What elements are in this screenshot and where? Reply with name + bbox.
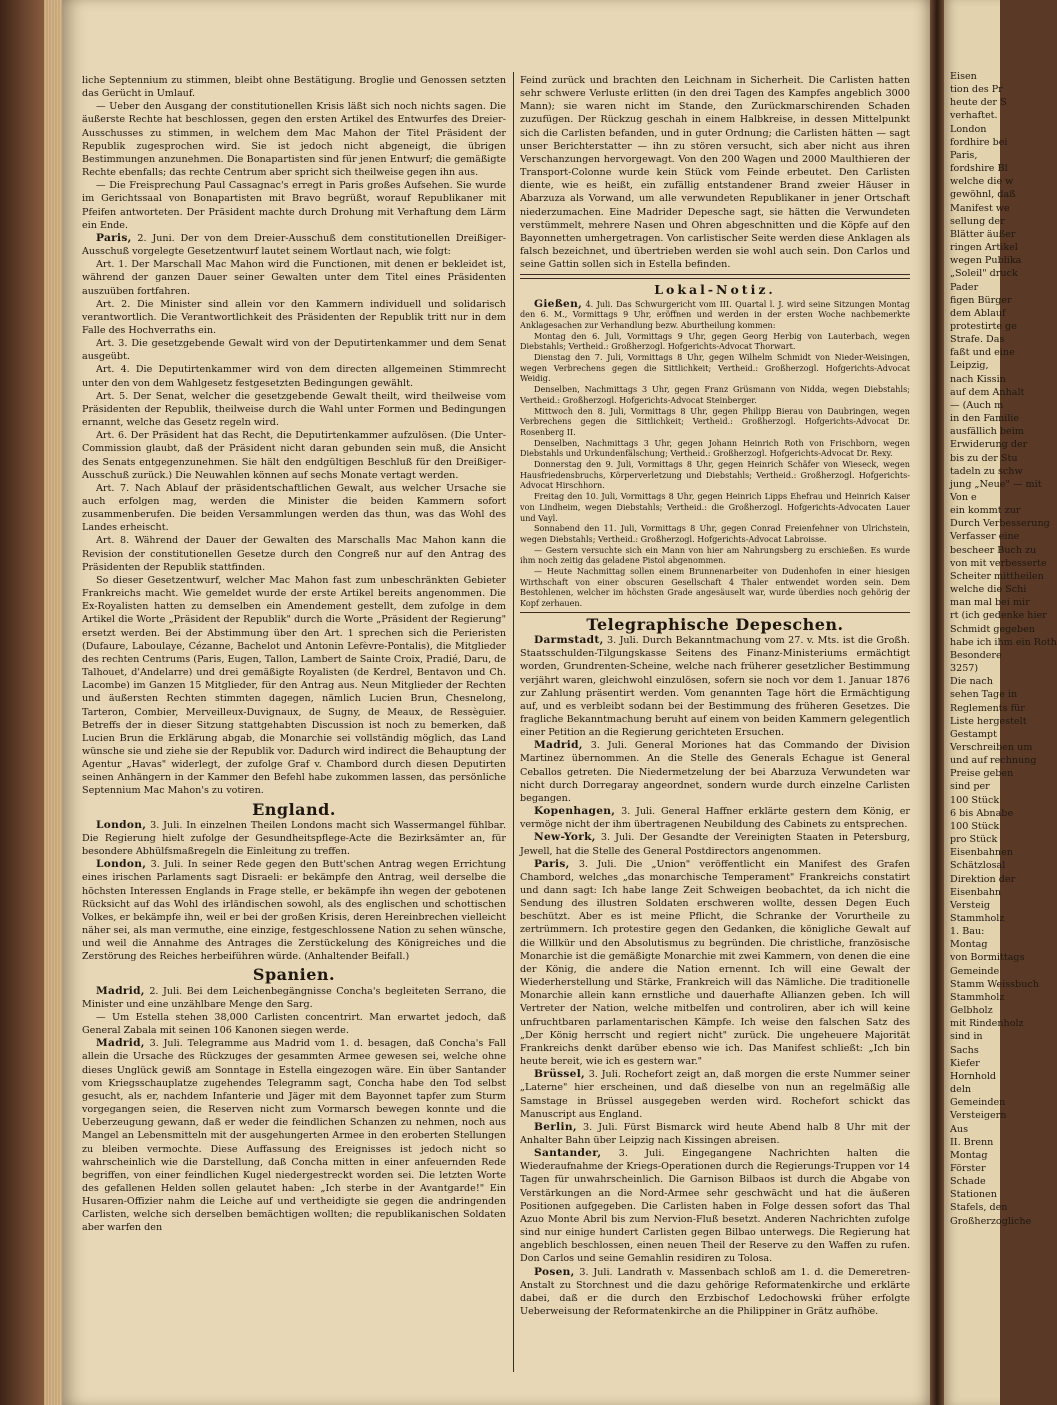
next-page-line: in den Familie: [950, 413, 1020, 425]
news-item-madrid: [82, 1037, 506, 1234]
next-page-line: Gestampt: [950, 728, 997, 740]
next-page-line: Von e: [950, 492, 977, 503]
dateline-place: Darmstadt,: [534, 634, 604, 647]
article-2: Art. 2. Die Minister sind allein vor den Kammern individuell und solidarisch verantwortlich. Die Verantwortlichkeit des Präsidenten der Republik tritt nur in dem Falle des Hochverraths ein.: [82, 298, 506, 336]
dateline-place: Posen,: [534, 1265, 575, 1278]
next-page-line: „Soleil" druck: [950, 268, 1018, 280]
next-page-line: Gelbholz: [950, 1005, 993, 1017]
dateline-place: Madrid,: [96, 984, 145, 997]
section-heading-lokal: Lokal-Notiz.: [654, 282, 776, 298]
next-page-line: sellung der: [950, 215, 1005, 227]
dateline-place: Gießen,: [534, 297, 583, 310]
next-page-line: Schade: [950, 1176, 986, 1188]
schedule-entry: Freitag den 10. Juli, Vormittags 8 Uhr, gegen Heinrich Lipps Ehefrau und Heinrich Kaiser von Lindheim, wegen Diebstahls; Vertheid.: die Großherzogl. Hofgerichts-Advocaten Lauer und Vayl.: [520, 491, 910, 523]
next-page-line: bis zu der Stu: [950, 452, 1018, 464]
dateline-place: Madrid,: [96, 1037, 145, 1050]
news-text: 3. Juli. In einzelnen Theilen Londons macht sich Wassermangel fühlbar. Die Regierung hielt zufolge der Gesundheitspflege-Acte die Bezirksämter an, für besondere Abhülfsmaßregeln die Einleitung zu treffen.: [82, 819, 506, 858]
next-page-line: Reglements für: [950, 702, 1025, 714]
section-heading-spanien: Spanien.: [252, 965, 336, 985]
article-3: Art. 3. Die gesetzgebende Gewalt wird von der Deputirtenkammer und dem Senat ausgeübt.: [82, 338, 506, 363]
next-page-line: Manifest we: [950, 202, 1010, 214]
next-page-line: Stammholz: [950, 991, 1005, 1003]
schedule-entry: Montag den 6. Juli, Vormittags 9 Uhr, gegen Georg Herbig von Lauterbach, wegen Diebstahls; Vertheid.: Großherzogl. Hofgerichts-Advocat Thorwart.: [520, 330, 910, 352]
next-page-line: Förster: [950, 1162, 986, 1174]
next-page-line: Strafe. Das: [950, 334, 1005, 346]
next-page-line: sehen Tage in: [950, 689, 1018, 701]
column-divider: [513, 72, 514, 1372]
next-page-line: 3257): [950, 663, 979, 675]
article-8: Art. 8. Während der Dauer der Gewalten des Marschalls Mac Mahon kann die Revision der constitutionellen Gesetze durch den Congreß nur auf den Antrag des Präsidenten der Republik stattfinden.: [82, 535, 506, 573]
next-page-line: Scheiter mittheilen: [950, 570, 1044, 582]
next-page-line: pro Stück: [950, 834, 998, 846]
right-column: [520, 74, 910, 1318]
next-page-line: 100 Stück: [950, 820, 1000, 832]
section-heading-england: England.: [252, 799, 336, 819]
news-item-darmstadt: [520, 634, 910, 739]
next-page-line: Aus: [950, 1123, 969, 1135]
next-page-line: London: [950, 123, 987, 135]
dateline-place: Santander,: [534, 1147, 602, 1160]
paragraph: — Um Estella stehen 38,000 Carlisten concentrirt. Man erwartet jedoch, daß General Zabala mit seinen 106 Kanonen siegen werde.: [82, 1011, 506, 1037]
paragraph: — Ueber den Ausgang der constitutionellen Krisis läßt sich noch nichts sagen. Die äußerste Rechte hat beschlossen, gegen den ersten Artikel des Entwurfes des Dreier-Ausschusses zu stimmen, in welchem dem Mac Mahon der Titel Präsident der Republik zugesprochen wird. Sie ist jedoch nicht abgeneigt, die übrigen Bestimmungen anzunehmen. Die Bonapartisten sind für jenen Entwurf; die gemäßigte Rechte ebenfalls; das rechte Centrum aber spricht sich theilweise gegen ihn aus.: [82, 101, 506, 179]
next-page-line: Erwiderung der: [950, 439, 1028, 451]
next-page-line: Versteig: [950, 899, 990, 911]
next-page-line: Kiefer: [950, 1057, 980, 1069]
next-page-line: Gemeinden: [950, 1097, 1006, 1109]
next-page-line: ein kommt zur: [950, 505, 1021, 517]
news-text: 3. Juli. General Moriones hat das Commando der Division Martinez übernommen. An die Stelle des Generals Echague ist General Ceballos getreten. Die Niedermetzelung der bei Abarzuza Verwundeten war nicht durch Dorregaray angeordnet, sondern wurde durch einzelne Carlisten begangen.: [520, 740, 910, 804]
next-page-line: Pader: [950, 281, 979, 293]
next-page-line: ringen Artikel: [950, 242, 1018, 254]
news-item-kopenhagen: [520, 805, 910, 831]
next-page-line: Durch Verbesserung: [950, 518, 1050, 530]
next-page-line: Stationen: [950, 1189, 997, 1201]
next-page-line: — (Auch m: [950, 399, 1004, 411]
news-item-posen: [520, 1266, 910, 1319]
left-column: [82, 74, 506, 1235]
article-5: Art. 5. Der Senat, welcher die gesetzgebende Gewalt theilt, wird theilweise vom Präsidenten der Republik, theilweise durch die Wahl unter Formen und Bedingungen ernannt, welche das Gesetz regeln wird.: [82, 390, 506, 429]
news-item-madrid: [520, 739, 910, 805]
article-6: Art. 6. Der Präsident hat das Recht, die Deputirtenkammer aufzulösen. (Die Unter-Commission glaubt, daß der Präsident nicht daran gebunden sein muß, die Ansicht des Senats entgegenzunehmen. Sie hält den endgültigen Beschluß für den Dreißiger-Ausschuß zurück.) Die Neuwahlen können auf sechs Monate vertagt werden.: [82, 430, 506, 481]
next-page-line: Verfasser eine: [950, 531, 1020, 543]
next-page-line: II. Brenn: [950, 1136, 994, 1148]
dateline-place: Paris,: [534, 857, 570, 870]
news-text: 3. Juli. Telegramme aus Madrid vom 1. d. besagen, daß Concha's Fall allein die Ursache des Rückzuges der gesammten Armee gewesen sei, welche ohne dieses Unglück gewiß am Sonntage in Estella eingezogen wäre. Ein über Santander vom Kriegsschauplatze zugehendes Telegramm sagt, Concha habe den Tod selbst gesucht, als er, nachdem Infanterie und Jäger mit dem Bayonnet tapfer zum Sturm vorgegangen seien, die Reserven nicht zum Vormarsch bewegen konnte und die Ueberzeugung gewann, daß er weder die feindlichen Schanzen zu nehmen, noch aus Mangel an Lebensmitteln mit der ausgehungerten Armee in den eroberten Stellungen zu bleiben vermochte. Diese Auffassung des Ereignisses ist jedoch nicht so wahrscheinlich wie die Darstellung, daß Concha mitten in einer anfeuernden Rede begriffen, von einer feindlichen Kugel niedergestreckt worden sei. Die letzten Worte des gefallenen Helden sollen gelautet haben: „Ich sterbe in der Avantgarde!" Ein Husaren-Offizier nahm die Leiche auf und vertheidigte sie gegen die andringenden Carlisten, welche sich derselben bemächtigen wollten; die republikanischen Soldaten aber warfen den: [82, 1038, 506, 1234]
next-page-line: Gemeinde: [950, 965, 1000, 977]
next-page-line: Paris,: [950, 149, 978, 161]
next-page-line: fordhire bei: [950, 136, 1008, 148]
local-note: — Gestern versuchte sich ein Mann von hier am Nahrungsberg zu erschießen. Es wurde ihm noch zeitig das geladene Pistol abgenommen.: [520, 544, 910, 566]
next-page-line: welche die w: [950, 176, 1014, 188]
news-text: 3. Juli. Landrath v. Massenbach schloß am 1. d. die Demeretren-Anstalt zu Storchnest und die dazu gehörige Reformatenkirche und erklärte dabei, daß er die durch den Erzbischof Ledochowski früher erfolgte Ueberweisung der Reformatenkirche an die Philippiner in Grätz aufhöbe.: [520, 1266, 910, 1318]
news-item-paris: [520, 858, 910, 1069]
schedule-entry: Donnerstag den 9. Juli, Vormittags 8 Uhr, gegen Heinrich Schäfer von Wieseck, wegen Hausfriedensbruchs, Körperverletzung und Diebstahls; Vertheid.: Großherzogl. Hofgerichts-Advocat Hirschhorn.: [520, 459, 910, 491]
next-page-line: Stammholz: [950, 913, 1005, 924]
next-page-line: Direktion der: [950, 873, 1016, 885]
next-page-line: von Bormittags: [950, 952, 1025, 964]
next-page-line: 100 Stück: [950, 794, 1000, 806]
news-text: 3. Juli. General Haffner erklärte gestern dem König, er vermöge nicht der ihm übertragenen Neubildung des Cabinets zu entsprechen.: [520, 806, 910, 831]
schedule-entry: Denselben, Nachmittags 3 Uhr, gegen Johann Heinrich Roth von Frischborn, wegen Diebstahls und Urkundenfälschung; Vertheid.: Großherzogl. Hofgerichts-Advocat Dr. Rexy.: [520, 437, 910, 459]
next-page-line: habe ich ihm ein Roth: [950, 636, 1057, 648]
schedule-entry: Denselben, Nachmittags 3 Uhr, gegen Franz Grüsmann von Nidda, wegen Diebstahls; Vertheid.: Großherzogl. Hofgerichts-Advocat Steinberger.: [520, 384, 910, 405]
local-note: — Heute Nachmittag sollen einem Brunnenarbeiter von Dudenhofen in einer hiesigen Wirthschaft von einer obscuren Gesellschaft 4 Thaler entwendet worden sein. Dem Bestohlenen, welcher im höchsten Grade angesäuselt war, wurde überdies noch gehörig der Kopf zerhauen.: [520, 566, 910, 609]
next-page-line: fordshire Bl: [950, 163, 1008, 175]
news-item-berlin: [520, 1121, 910, 1147]
next-page-line: Stafels, den: [950, 1202, 1008, 1214]
news-text: 3. Juli. Rochefort zeigt an, daß morgen die erste Nummer seiner „Laterne" hier erscheinen, und daß dieselbe von nun an regelmäßig alle Samstage in Brüssel ausgegeben werden wird. Rochefort schickt das Manuscript aus England.: [520, 1069, 910, 1120]
next-page-lines: [944, 0, 1057, 1228]
dateline-place: Berlin,: [534, 1120, 577, 1133]
next-page-line: und auf rechnung: [950, 755, 1037, 767]
next-page-line: faßt und eine: [950, 347, 1015, 359]
next-page-line: Die nach: [950, 676, 993, 688]
paragraph: liche Septennium zu stimmen, bleibt ohne Bestätigung. Broglie und Genossen setzten das Gerücht in Umlauf.: [82, 75, 506, 100]
dateline-place: Madrid,: [534, 739, 583, 752]
news-item-bruessel: [520, 1068, 910, 1121]
next-page-line: Leipzig,: [950, 360, 989, 372]
next-page-line: nach Kissin: [950, 373, 1006, 385]
next-page-line: welche die Schi: [950, 584, 1027, 596]
dateline-place: New-York,: [534, 831, 596, 844]
next-page-line: Eisen: [950, 71, 977, 82]
schedule-entry: Sonnabend den 11. Juli, Vormittags 8 Uhr, gegen Conrad Freienfehner von Ulrichstein, wegen Diebstahls; Vertheid.: Großherzogl. Hofgerichts-Advocat Labroisse.: [520, 523, 910, 544]
next-page-line: 1. Bau:: [950, 926, 985, 938]
section-rule: [520, 274, 910, 279]
news-text: 4. Juli. Das Schwurgericht vom III. Quartal l. J. wird seine Sitzungen Montag den 6. M., Vormittags 9 Uhr, eröffnen und werden in der ersten Woche nachbemerkte Anklagesachen zur Verhandlung bezw. Aburtheilung kommen:: [520, 298, 910, 330]
paragraph: So dieser Gesetzentwurf, welcher Mac Mahon fast zum unbeschränkten Gebieter Frankreichs macht. Wie gemeldet wurde der erste Artikel bereits angenommen. Die Ex-Royalisten hatten zu demselben ein Amendement gestellt, dem zufolge in dem Artikel die Worte „Präsident der Republik" durch die Worte „Präsident der Regierung" ersetzt werden. Bei der Abstimmung über den Art. 1 sprechen sich die Perieristen (Dufaure, Laboulaye, Cézanne, Bachelot und Antonin Lefèvre-Pontalis), die Mitglieder des rechten Centrums (Paris, Eugen, Tallon, Lambert de Sainte Croix, Pradié, Daru, de Talhouet, d'Andelarre) und drei gemäßigte Royalisten (de Kerdrel, Bentavon und Ch. Lacombe) im Ganzen 15 Mitglieder, für den Antrag aus. Neun Mitglieder der Rechten und äußersten Rechten stimmten dagegen, nämlich Lucien Brun, Chesnelong, Tarteron, Combier, Merveilleux-Duvignaux, de Sugny, de Meaux, de Ressèguier. Betreffs der in dieser Sitzung stattgehabten Discussion ist noch zu bemerken, daß Lucien Brun die Erklärung abgab, die Monarchie sei vollständig möglich, das Land wünsche sie und ziehe sie der Republik vor. Dadurch wird indirect die Behauptung der Agentur „Havas" widerlegt, der zufolge Graf v. Chambord durch diesen Deputirten seinen Anhängern in der Kammer den Befehl habe zukommen lassen, das persönliche Septennium Mac Mahon's zu votiren.: [82, 574, 506, 797]
news-item-newyork: [520, 831, 910, 857]
book-gutter: [930, 0, 944, 1405]
next-page-line: von mit verbesserte: [950, 557, 1047, 569]
next-page-line: sind per: [950, 781, 990, 793]
dateline-place: Brüssel,: [534, 1068, 586, 1081]
next-page-line: Hornhold: [950, 1070, 997, 1082]
article-1: Art. 1. Der Marschall Mac Mahon wird die Functionen, mit denen er bekleidet ist, während der ganzen Dauer seiner Gewalten unter dem Titel eines Präsidenten auszuüben fortfahren.: [82, 259, 506, 297]
next-page-line: bescheer Buch zu: [950, 544, 1037, 556]
next-page-line: Großherzogliche: [950, 1215, 1032, 1227]
section-rule: [520, 612, 910, 613]
news-text: 3. Juli. Fürst Bismarck wird heute Abend halb 8 Uhr mit der Anhalter Bahn über Leipzig nach Kissingen abreisen.: [520, 1121, 910, 1146]
next-page-line: Montag: [950, 1149, 988, 1161]
next-page-line: heute der S: [950, 97, 1007, 109]
section-heading-telegraphic: Telegraphische Depeschen.: [586, 614, 844, 634]
news-text: 3. Juli. Durch Bekanntmachung vom 27. v. Mts. ist die Großh. Staatsschulden-Tilgungskasse Seitens des Finanz-Ministeriums ermächtigt worden, Grundrenten-Scheine, welche nach früherer gesetzlicher Bestimmung verjährt waren, gleichwohl einzulösen, sofern sie noch vor dem 1. Januar 1876 zur Zahlung präsentirt werden. Vom genannten Tage hört die Ermächtigung auf, und es verbleibt sodann bei der Bestimmung des früheren Gesetzes. Die fragliche Bekanntmachung beruht auf einem von beiden Kammern gelegentlich einer Petition an die Regierung gerichteten Ersuchen.: [520, 635, 910, 739]
article-7: Art. 7. Nach Ablauf der präsidentschaftlichen Gewalt, aus welcher Ursache sie auch erfolgen mag, werden die Minister die beiden Kammern sofort zusammenberufen. Die beiden Versammlungen werden das thun, was das Wohl des Landes erheischt.: [82, 482, 506, 534]
next-page-line: Besondere: [950, 649, 1002, 661]
paragraph: — Die Freisprechung Paul Cassagnac's erregt in Paris großes Aufsehen. Sie wurde im Gerichtssaal von Bonapartisten mit Bravo begrüßt, worauf Republikaner mit Pfeifen antworteten. Der Präsident machte durch Drohung mit Verhaftung dem Lärm ein Ende.: [82, 180, 506, 231]
news-item-london: [82, 819, 506, 858]
news-item-madrid: [82, 985, 506, 1011]
schedule-entry: Mittwoch den 8. Juli, Vormittags 8 Uhr, gegen Philipp Bierau von Daubringen, wegen Verbrechens gegen die Sittlichkeit; Vertheid.: Großherzogl. Hofgerichts-Advocat Dr. Rosenberg II.: [520, 405, 910, 437]
news-text: 2. Juni. Der von dem Dreier-Ausschuß dem constitutionellen Dreißiger-Ausschuß vorgelegte Gesetzentwurf lautet seinem Wortlaut nach, wie folgt:: [82, 232, 506, 258]
next-page-line: sind in: [950, 1031, 983, 1043]
schedule-entry: Dienstag den 7. Juli, Vormittags 8 Uhr, gegen Wilhelm Schmidt von Nieder-Weisingen, wegen Verbrechens gegen die Sittlichkeit; Vertheid.: Großherzogl. Hofgerichts-Advocat Weidig.: [520, 352, 910, 384]
next-page-line: protestirte ge: [950, 320, 1017, 332]
next-page-line: Stamm Weissbuch: [950, 978, 1039, 990]
news-text: 3. Juli. Die „Union" veröffentlicht ein Manifest des Grafen Chambord, welches „das monarchische Temperament" Frankreichs constatirt und dann sagt: Ich habe lange Zeit Schweigen beobachtet, da ich nicht die Sendung des illustren Soldaten erschweren wollte, dessen Degen Euch beschützt. Aber es ist meine Pflicht, die Schranke der Vorurtheile zu zertrümmern. Ich protestire gegen den Gedanken, die königliche Gewalt auf die Willkür und den Absolutismus zu begründen. Die christliche, französische Monarchie ist die gemäßigte Monarchie mit zwei Kammern, von denen die eine der König, die andere die Nation ernennt. Ich will eine Gewalt der Wiederherstellung und Stärke, Frankreich will das Nämliche. Die traditionelle Monarchie allein kann ernstliche und dauerhafte Allianzen geben. Ich will Vertreter der Nation, welche mitbelfen und controliren, aber ich will keine unfruchtbaren parlamentarischen Kämpfe. Ich weise den falschen Satz des „Der König herrscht und regiert nicht" zurück. Die ungeheuere Majorität Frankreichs denkt darüber ebenso wie ich. Das Manifest schließt: „Ich bin heute bereit, wie ich es gestern war.": [520, 858, 910, 1068]
next-page-line: Preise geben: [950, 768, 1014, 780]
next-page-line: Verschreiben um: [950, 741, 1033, 753]
dateline-place: London,: [96, 858, 147, 871]
next-page-line: verhaftet.: [950, 110, 998, 122]
next-page-line: wegen Publika: [950, 255, 1022, 267]
next-page-line: tadeln zu schw: [950, 465, 1023, 477]
dateline-place: Kopenhagen,: [534, 805, 616, 818]
next-page-line: Eisenbahn: [950, 886, 1002, 898]
next-page-line: dem Ablauf: [950, 307, 1006, 319]
next-page-line: figen Bürger: [950, 294, 1012, 306]
next-page-line: Schätzlosal: [950, 860, 1006, 872]
news-text: 3. Juli. Eingegangene Nachrichten halten die Wiederaufnahme der Kriegs-Operationen durch die Regierungs-Truppen vor 14 Tagen für unwahrscheinlich. Die Garnison Bilbaos ist durch die Abgabe von Verstärkungen an die Nord-Armee sehr geschwächt und hat die äußeren Positionen aufgegeben. Die Carlisten haben in Folge dessen sofort das Thal Azuo Monte Abril bis zum Nervion-Fluß besetzt. Anderen Nachrichten zufolge sind nur einige hundert Carlisten gegen Bilbao unterwegs. Die Regierung hat angeblich beschlossen, einen neuen Theil der Reserve zu den Waffen zu rufen. Don Carlos und seine Gemahlin residiren zu Tolosa.: [520, 1148, 910, 1265]
news-text: 3. Juli. Der Gesandte der Vereinigten Staaten in Petersburg, Jewell, hat die Stelle des General Postdirectors angenommen.: [520, 832, 910, 857]
court-schedule: [520, 299, 910, 609]
next-page-line: Montag: [950, 939, 988, 951]
next-page-line: man mal bei mir: [950, 597, 1030, 609]
paragraph: Feind zurück und brachten den Leichnam in Sicherheit. Die Carlisten hatten sehr schwere Verluste erlitten (in den drei Tagen des Kampfes angeblich 3000 Mann); sie waren nicht im Stande, den Zurückmarschirenden Schaden zuzufügen. Der Rückzug geschah in einem Halbkreise, in dessen Mittelpunkt sich die Carlisten befanden, und in guter Ordnung; die Carlisten hätten — sagt unser Berichterstatter — ihn zu stören versucht, sich aber nicht aus ihren Verschanzungen hervorgewagt. Von den 200 Wagen und 2000 Maulthieren der Transport-Colonne wurde kein Stück vom Feinde erbeutet. Den Carlisten diente, wie es heißt, ein zufällig entstandener Brand zweier Häuser in Abarzuza als Vorwand, um alle verwundeten Republikaner in jener Ortschaft niederzumachen. Eine Madrider Depesche sagt, sie hätten die Verwundeten verstümmelt, mehrere Nasen und Ohren abgeschnitten und die Köpfe auf den Bayonnetten umhergetragen. Von carlistischer Seite werden diese Anklagen als falsch bezeichnet, und übertrieben werden sie wohl auch sein. Don Carlos und seine Gattin sollen sich in Estella befinden.: [520, 75, 910, 271]
next-page-line: mit Rindenholz: [950, 1018, 1024, 1030]
next-page-line: deln: [950, 1084, 972, 1096]
next-page-line: auf dem Anhalt: [950, 386, 1025, 398]
news-text: 2. Juli. Bei dem Leichenbegängnisse Concha's begleiteten Serrano, die Minister und eine unzählbare Menge den Sarg.: [82, 985, 506, 1010]
next-page-line: tion des Pr: [950, 84, 1003, 96]
next-page-line: 6 bis Abnabe: [950, 807, 1014, 819]
news-item-paris: [82, 232, 506, 258]
next-page-line: Versteigern: [950, 1110, 1007, 1122]
news-text: 3. Juli. In seiner Rede gegen den Butt'schen Antrag wegen Errichtung eines irischen Parlaments sagt Disraeli: er bekämpfe den Antrag, weil derselbe die höchsten Interessen Englands in Frage stelle, er bekämpfe ihn wegen der gebotenen Rücksicht auf das Wohl des irländischen sowohl, als des englischen und schottischen Volkes, er bekämpfe ihn, weil er bei der großen Krisis, deren Hereinbrechen vielleicht näher sei, als man vermuthe, eine einzige, festgeschlossene Nation zu sehen wünsche, und weil die Annahme des Antrages die Zerstückelung des Königreiches und die Zerstörung des Reiches herbeiführen würde. (Anhaltender Beifall.): [82, 859, 506, 963]
next-page-line: Schmidt gegeben: [950, 623, 1035, 635]
dateline-place: London,: [96, 818, 147, 831]
next-page-line: Liste hergestelt: [950, 715, 1027, 727]
article-4: Art. 4. Die Deputirtenkammer wird von dem directen allgemeinen Stimmrecht unter den von dem Wahlgesetz festgesetzten Bedingungen gewählt.: [82, 364, 506, 389]
news-item-santander: [520, 1147, 910, 1265]
next-page-line: ausfällich beim: [950, 426, 1024, 438]
next-page-line: gewöhnl, daß: [950, 189, 1016, 201]
next-page-line: Sachs: [950, 1044, 979, 1056]
next-page-line: rt (ich gedenke hier: [950, 610, 1047, 622]
next-page-fragment: [944, 0, 1057, 1405]
news-item-giessen: [520, 299, 910, 331]
next-page-line: jung „Neue" — mit: [950, 478, 1042, 490]
dateline-place: Paris,: [96, 231, 132, 244]
next-page-line: Blätter äußer: [950, 228, 1016, 240]
news-item-london: [82, 858, 506, 963]
next-page-line: Eisenbahnen: [950, 847, 1013, 859]
